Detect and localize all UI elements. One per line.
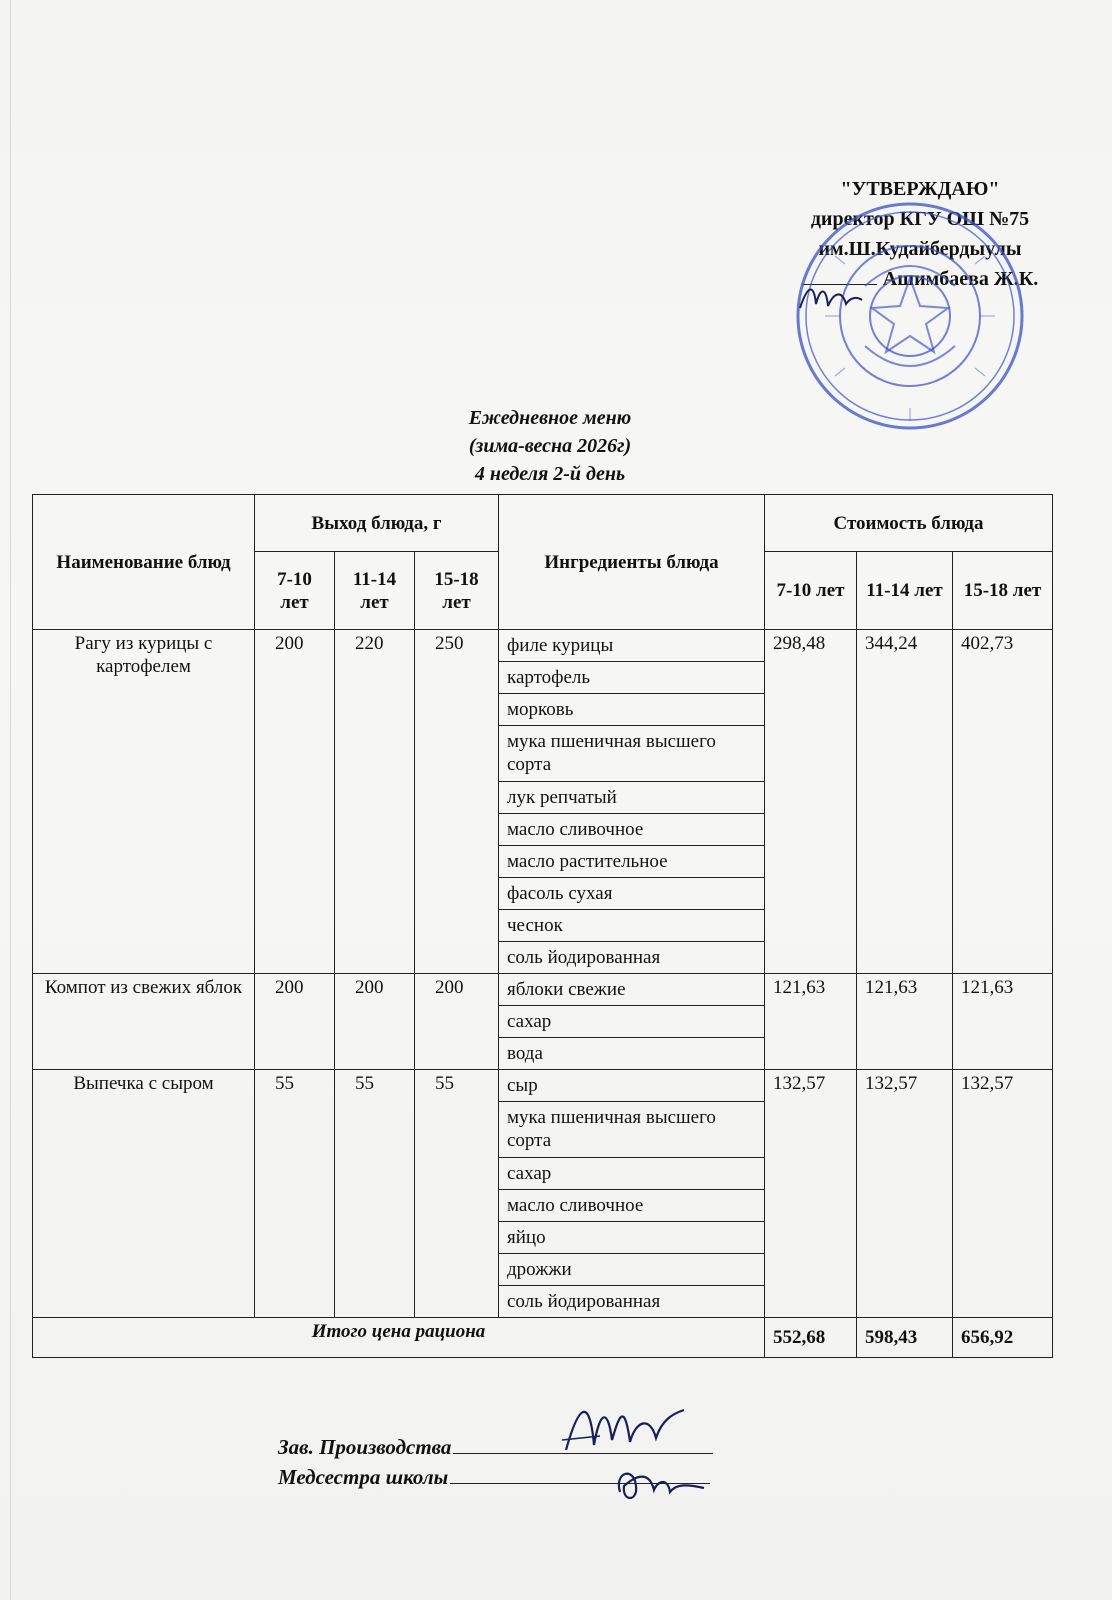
ingredient-item: вода xyxy=(507,1043,543,1064)
dish-cost-15-18: 132,57 xyxy=(953,1070,1053,1318)
header-yield: Выход блюда, г xyxy=(255,495,499,552)
ingredient-item: масло сливочное xyxy=(499,814,764,846)
production-label: Зав. Производства xyxy=(278,1435,452,1459)
ingredient-list xyxy=(499,1070,765,1318)
ingredient-item: дрожжи xyxy=(499,1254,764,1286)
ingredient-item: мука пшеничная высшего сорта xyxy=(499,1102,764,1158)
header-cost: Стоимость блюда xyxy=(765,495,1053,552)
dish-cost-11-14: 344,24 xyxy=(857,630,953,974)
approval-title: "УТВЕРЖДАЮ" xyxy=(840,178,1000,200)
ingredient-item: филе курицы xyxy=(499,630,764,662)
table-row xyxy=(33,1070,1053,1318)
table-row xyxy=(33,630,1053,974)
dish-yield-11-14: 55 xyxy=(335,1070,415,1318)
dish-yield-11-14: 200 xyxy=(335,974,415,1070)
dish-cost-7-10: 132,57 xyxy=(765,1070,857,1318)
total-cost-11-14: 598,43 xyxy=(857,1318,953,1358)
approval-signatory: Ашимбаева Ж.К. xyxy=(882,268,1039,290)
dish-cost-11-14: 132,57 xyxy=(857,1070,953,1318)
dish-yield-7-10: 55 xyxy=(255,1070,335,1318)
ingredient-item: чеснок xyxy=(499,910,764,942)
ingredient-item: картофель xyxy=(499,662,764,694)
ingredient-item: мука пшеничная высшего сорта xyxy=(499,726,764,782)
ingredient-item: соль йодированная xyxy=(507,947,661,968)
nurse-label: Медсестра школы xyxy=(278,1465,449,1489)
ingredient-item: яблоки свежие xyxy=(499,974,764,1006)
total-label: Итого цена рациона xyxy=(33,1318,765,1358)
ingredient-item: соль йодированная xyxy=(507,1291,661,1312)
paper-fold xyxy=(10,0,11,1600)
dish-cost-7-10: 121,63 xyxy=(765,974,857,1070)
header-yield-age-15-18: 15-18 лет xyxy=(415,552,499,630)
heading-season: (зима-весна 2026г) xyxy=(468,435,632,457)
ingredient-list xyxy=(499,630,765,974)
header-ingredients: Ингредиенты блюда xyxy=(499,495,765,630)
ingredient-item: сахар xyxy=(499,1158,764,1190)
nurse-signature-row xyxy=(278,1462,798,1492)
total-cost-15-18: 656,92 xyxy=(953,1318,1053,1358)
approval-position: директор КГУ ОШ №75 xyxy=(810,208,1030,230)
dish-name: Выпечка с сыром xyxy=(33,1070,255,1318)
ingredient-item: лук репчатый xyxy=(499,782,764,814)
header-yield-age-11-14: 11-14 лет xyxy=(335,552,415,630)
dish-yield-7-10: 200 xyxy=(255,630,335,974)
approval-school-name: им.Ш.Кудайбердыулы xyxy=(818,238,1022,260)
signature-footer xyxy=(278,1432,798,1492)
ingredient-item: морковь xyxy=(499,694,764,726)
heading-title: Ежедневное меню xyxy=(468,407,632,429)
menu-heading xyxy=(300,404,800,488)
header-cost-age-15-18: 15-18 лет xyxy=(953,552,1053,630)
dish-yield-15-18: 200 xyxy=(415,974,499,1070)
director-signature xyxy=(796,278,866,318)
dish-name: Компот из свежих яблок xyxy=(33,974,255,1070)
ingredient-item: масло сливочное xyxy=(499,1190,764,1222)
heading-day: 4 неделя 2-й день xyxy=(474,463,626,485)
header-yield-age-7-10: 7-10 лет xyxy=(255,552,335,630)
ingredient-item: сахар xyxy=(499,1006,764,1038)
ingredient-item: масло растительное xyxy=(499,846,764,878)
header-cost-age-7-10: 7-10 лет xyxy=(765,552,857,630)
menu-table xyxy=(32,494,1053,1358)
header-dish-name: Наименование блюд xyxy=(33,495,255,630)
dish-name: Рагу из курицы с картофелем xyxy=(33,630,255,974)
ingredient-item: яйцо xyxy=(499,1222,764,1254)
ingredient-item: фасоль сухая xyxy=(499,878,764,910)
dish-cost-15-18: 402,73 xyxy=(953,630,1053,974)
ingredient-list xyxy=(499,974,765,1070)
production-signature xyxy=(560,1390,690,1460)
dish-cost-11-14: 121,63 xyxy=(857,974,953,1070)
dish-cost-15-18: 121,63 xyxy=(953,974,1053,1070)
production-signature-row xyxy=(278,1432,798,1462)
dish-yield-7-10: 200 xyxy=(255,974,335,1070)
total-cost-7-10: 552,68 xyxy=(765,1318,857,1358)
nurse-signature xyxy=(610,1462,710,1508)
table-row xyxy=(33,974,1053,1070)
total-row xyxy=(33,1318,1053,1358)
dish-yield-15-18: 55 xyxy=(415,1070,499,1318)
dish-yield-15-18: 250 xyxy=(415,630,499,974)
header-cost-age-11-14: 11-14 лет xyxy=(857,552,953,630)
dish-yield-11-14: 220 xyxy=(335,630,415,974)
dish-cost-7-10: 298,48 xyxy=(765,630,857,974)
ingredient-item: сыр xyxy=(499,1070,764,1102)
